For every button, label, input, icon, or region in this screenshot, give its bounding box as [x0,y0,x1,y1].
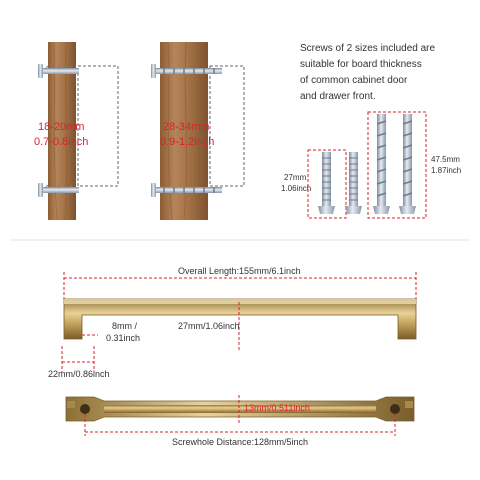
screw-icon [345,152,362,214]
screw-short-mm: 27mm [284,173,307,182]
screw-icon [318,152,335,214]
brand-mark-icon [405,401,413,408]
board-thickness-long-mm: 28-34mm [163,121,210,133]
screw-icon [373,114,390,214]
board-thickness-long-inch: 0.9-1.2inch [160,136,215,148]
short-screws-group [308,150,362,218]
screw-long-mm: 47.5mm [431,155,460,164]
description-line: suitable for board thickness [300,59,422,70]
handle-bottom-view [66,395,414,436]
screw-icon [399,114,416,214]
board-thickness-short-inch: 0.7-0.8inch [34,136,89,148]
long-screws-group [368,112,426,218]
description-line: Screws of 2 sizes included are [300,43,436,54]
brand-mark-icon [67,401,75,408]
screw-hole-icon [80,404,90,414]
overall-length-label: Overall Length:155mm/6.1inch [178,266,301,276]
description-line: and drawer front. [300,91,376,102]
gap-inch-label: 0.31inch [106,333,141,343]
handle-depth-label: 13mm/0.511inch [244,403,310,413]
screw-short-inch: 1.06inch [281,184,312,193]
foot-width-label: 22mm/0.86inch [48,369,110,379]
board-thickness-short-mm: 18-20mm [38,121,85,133]
screw-hole-icon [390,404,400,414]
screwhole-distance-label: Screwhole Distance:128mm/5inch [172,437,309,447]
description-line: of common cabinet door [300,75,408,86]
screw-long-inch: 1.87inch [431,166,462,175]
handle-height-label: 27mm/1.06inch [178,321,240,331]
gap-mm-label: 8mm / [112,321,138,331]
